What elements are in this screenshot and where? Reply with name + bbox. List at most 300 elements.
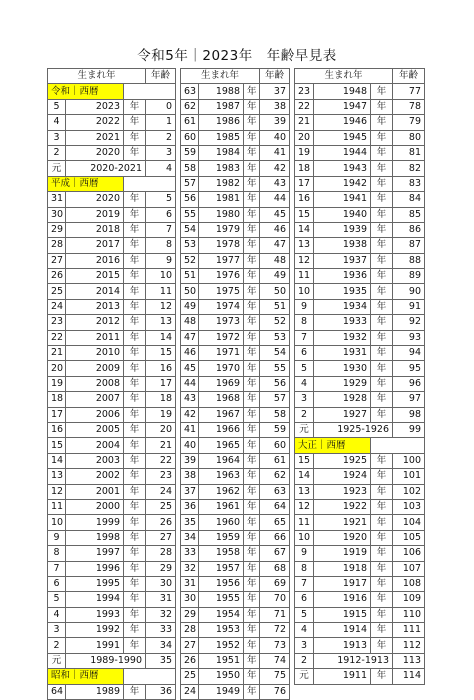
western-year: 1987 (199, 99, 244, 114)
wareki-year: 22 (295, 99, 314, 114)
age-value: 18 (146, 392, 176, 407)
western-year: 1928 (314, 392, 371, 407)
western-year: 2010 (66, 346, 124, 361)
wareki-year: 59 (181, 145, 199, 160)
wareki-year: 35 (181, 515, 199, 530)
year-suffix: 年 (371, 546, 393, 561)
year-suffix: 年 (244, 161, 260, 176)
western-year: 1982 (199, 176, 244, 191)
age-value: 4 (146, 161, 176, 176)
table-row (181, 222, 290, 237)
wareki-year: 3 (295, 638, 314, 653)
year-suffix: 年 (371, 222, 393, 237)
wareki-year: 19 (48, 376, 66, 391)
western-year: 1971 (199, 346, 244, 361)
western-year: 1933 (314, 315, 371, 330)
wareki-year: 14 (295, 469, 314, 484)
age-value: 53 (260, 330, 290, 345)
western-year: 1931 (314, 346, 371, 361)
western-year: 1940 (314, 207, 371, 222)
western-year: 1989 (66, 684, 124, 699)
western-year: 2013 (66, 299, 124, 314)
table-row (295, 361, 425, 376)
era-header-row (48, 84, 176, 99)
table-row (48, 422, 176, 437)
table-row (48, 530, 176, 545)
age-value: 49 (260, 269, 290, 284)
year-suffix: 年 (124, 484, 146, 499)
western-year: 2021 (66, 130, 124, 145)
wareki-year: 33 (181, 546, 199, 561)
year-suffix: 年 (244, 376, 260, 391)
wareki-year: 29 (48, 222, 66, 237)
table-row (181, 515, 290, 530)
table-row (48, 576, 176, 591)
table-row (295, 238, 425, 253)
table-row (48, 376, 176, 391)
age-value: 104 (393, 515, 425, 530)
western-year: 1958 (199, 546, 244, 561)
wareki-year: 48 (181, 315, 199, 330)
wareki-year: 11 (295, 269, 314, 284)
wareki-year: 57 (181, 176, 199, 191)
wareki-year: 19 (295, 145, 314, 160)
western-year: 1993 (66, 607, 124, 622)
western-year: 1973 (199, 315, 244, 330)
year-suffix: 年 (124, 546, 146, 561)
western-year: 1961 (199, 499, 244, 514)
western-year: 1994 (66, 592, 124, 607)
table-row (48, 253, 176, 268)
wareki-year: 6 (295, 592, 314, 607)
era-blank (371, 438, 425, 453)
western-year: 1992 (66, 623, 124, 638)
wareki-year: 15 (295, 207, 314, 222)
age-value: 110 (393, 607, 425, 622)
age-value: 31 (146, 592, 176, 607)
table-row (181, 315, 290, 330)
year-suffix: 年 (244, 422, 260, 437)
wareki-year: 18 (295, 161, 314, 176)
western-year: 1999 (66, 515, 124, 530)
wareki-year: 26 (181, 653, 199, 668)
age-value: 2 (146, 130, 176, 145)
wareki-year: 元 (295, 669, 314, 684)
wareki-year: 9 (295, 546, 314, 561)
wareki-year: 5 (295, 361, 314, 376)
year-suffix: 年 (371, 469, 393, 484)
western-year: 1920 (314, 530, 371, 545)
wareki-year: 11 (295, 515, 314, 530)
age-value: 108 (393, 576, 425, 591)
wareki-year: 元 (48, 161, 66, 176)
wareki-year: 16 (48, 422, 66, 437)
year-suffix: 年 (371, 638, 393, 653)
table-row (295, 576, 425, 591)
western-year: 1963 (199, 469, 244, 484)
western-year: 1957 (199, 561, 244, 576)
table-row (295, 392, 425, 407)
age-value: 79 (393, 115, 425, 130)
table-row (295, 499, 425, 514)
age-value: 83 (393, 176, 425, 191)
age-value: 29 (146, 561, 176, 576)
table-row (48, 115, 176, 130)
age-value: 85 (393, 207, 425, 222)
age-value: 80 (393, 130, 425, 145)
table-row (181, 653, 290, 668)
year-suffix: 年 (244, 330, 260, 345)
age-value: 78 (393, 99, 425, 114)
age-table-column-2 (180, 68, 290, 700)
western-year: 1942 (314, 176, 371, 191)
year-suffix: 年 (124, 499, 146, 514)
wareki-year: 43 (181, 392, 199, 407)
western-year: 1924 (314, 469, 371, 484)
year-suffix: 年 (371, 561, 393, 576)
age-value: 111 (393, 623, 425, 638)
age-value: 70 (260, 592, 290, 607)
age-value: 76 (260, 684, 290, 699)
western-year: 1945 (314, 130, 371, 145)
wareki-year: 28 (181, 623, 199, 638)
table-row (295, 269, 425, 284)
era-header-row (48, 176, 176, 191)
age-value: 30 (146, 576, 176, 591)
table-row (295, 592, 425, 607)
year-suffix: 年 (244, 130, 260, 145)
year-suffix: 年 (244, 546, 260, 561)
wareki-year: 14 (48, 453, 66, 468)
age-value: 86 (393, 222, 425, 237)
table-row (48, 284, 176, 299)
western-year: 1925 (314, 453, 371, 468)
year-suffix: 年 (124, 192, 146, 207)
table-row (48, 346, 176, 361)
wareki-year: 32 (181, 561, 199, 576)
year-suffix: 年 (124, 623, 146, 638)
table-row (48, 453, 176, 468)
wareki-year: 51 (181, 269, 199, 284)
wareki-year: 47 (181, 330, 199, 345)
wareki-year: 31 (181, 576, 199, 591)
table-row (295, 376, 425, 391)
age-value: 59 (260, 422, 290, 437)
year-suffix: 年 (124, 315, 146, 330)
age-value: 74 (260, 653, 290, 668)
age-value: 51 (260, 299, 290, 314)
age-value: 103 (393, 499, 425, 514)
western-year: 1960 (199, 515, 244, 530)
table-row (295, 299, 425, 314)
year-suffix: 年 (244, 392, 260, 407)
year-suffix: 年 (244, 207, 260, 222)
table-row (295, 638, 425, 653)
year-suffix: 年 (371, 253, 393, 268)
wareki-year: 8 (295, 315, 314, 330)
table-row (295, 530, 425, 545)
wareki-year: 4 (295, 623, 314, 638)
age-value: 68 (260, 561, 290, 576)
wareki-year: 13 (48, 469, 66, 484)
age-value: 62 (260, 469, 290, 484)
wareki-year: 5 (48, 592, 66, 607)
wareki-year: 15 (48, 438, 66, 453)
age-value: 28 (146, 546, 176, 561)
table-row (48, 592, 176, 607)
age-value: 33 (146, 623, 176, 638)
age-value: 1 (146, 115, 176, 130)
table-row (295, 84, 425, 99)
western-year: 1927 (314, 407, 371, 422)
age-value: 41 (260, 145, 290, 160)
western-year: 1959 (199, 530, 244, 545)
year-suffix: 年 (371, 115, 393, 130)
wareki-year: 10 (295, 284, 314, 299)
table-row (181, 499, 290, 514)
western-year: 1930 (314, 361, 371, 376)
table-row (48, 392, 176, 407)
age-value: 90 (393, 284, 425, 299)
year-suffix: 年 (244, 561, 260, 576)
western-year: 1935 (314, 284, 371, 299)
age-value: 60 (260, 438, 290, 453)
table-row (295, 561, 425, 576)
year-suffix: 年 (124, 530, 146, 545)
year-suffix: 年 (371, 330, 393, 345)
wareki-year: 58 (181, 161, 199, 176)
table-row (48, 299, 176, 314)
table-row (295, 330, 425, 345)
year-suffix: 年 (124, 253, 146, 268)
age-value: 45 (260, 207, 290, 222)
western-year: 1983 (199, 161, 244, 176)
western-year: 1941 (314, 192, 371, 207)
western-year: 1947 (314, 99, 371, 114)
age-value: 5 (146, 192, 176, 207)
year-suffix: 年 (124, 145, 146, 160)
wareki-year: 27 (181, 638, 199, 653)
wareki-year: 25 (48, 284, 66, 299)
table-row (181, 346, 290, 361)
year-suffix: 年 (124, 346, 146, 361)
table-row (48, 469, 176, 484)
table-row (48, 684, 176, 699)
wareki-year: 26 (48, 269, 66, 284)
table-row (48, 99, 176, 114)
wareki-year: 5 (295, 607, 314, 622)
western-year: 1956 (199, 576, 244, 591)
table-row (295, 546, 425, 561)
era-header-row (48, 669, 176, 684)
wareki-year: 4 (48, 607, 66, 622)
age-value: 19 (146, 407, 176, 422)
table-row (295, 407, 425, 422)
age-table-column-1 (47, 68, 176, 700)
year-suffix: 年 (244, 669, 260, 684)
year-suffix: 年 (244, 653, 260, 668)
western-year: 1974 (199, 299, 244, 314)
table-header (295, 69, 425, 84)
header-age: 年齢 (393, 69, 425, 84)
table-row (295, 669, 425, 684)
age-value: 97 (393, 392, 425, 407)
table-row (48, 145, 176, 160)
table-row (48, 561, 176, 576)
era-label: 令和｜西暦 (48, 84, 124, 99)
western-year: 1929 (314, 376, 371, 391)
wareki-year: 28 (48, 238, 66, 253)
year-suffix: 年 (244, 453, 260, 468)
age-value: 75 (260, 669, 290, 684)
western-year: 1918 (314, 561, 371, 576)
age-value: 93 (393, 330, 425, 345)
age-value: 102 (393, 484, 425, 499)
year-suffix: 年 (371, 515, 393, 530)
wareki-year: 2 (48, 145, 66, 160)
age-value: 96 (393, 376, 425, 391)
wareki-year: 9 (48, 530, 66, 545)
table-row (295, 453, 425, 468)
age-value: 0 (146, 99, 176, 114)
year-suffix: 年 (371, 392, 393, 407)
table-row (181, 253, 290, 268)
year-suffix: 年 (124, 422, 146, 437)
table-row (181, 84, 290, 99)
wareki-year: 30 (181, 592, 199, 607)
western-year: 1981 (199, 192, 244, 207)
age-value: 10 (146, 269, 176, 284)
western-year: 1977 (199, 253, 244, 268)
year-suffix: 年 (124, 115, 146, 130)
western-year: 1996 (66, 561, 124, 576)
year-suffix: 年 (371, 130, 393, 145)
table-row (181, 176, 290, 191)
western-year: 1938 (314, 238, 371, 253)
age-value: 63 (260, 484, 290, 499)
year-suffix: 年 (371, 207, 393, 222)
wareki-year: 25 (181, 669, 199, 684)
table-row (295, 653, 425, 668)
age-value: 8 (146, 238, 176, 253)
age-value: 55 (260, 361, 290, 376)
table-row (181, 530, 290, 545)
western-year: 1978 (199, 238, 244, 253)
western-year: 2012 (66, 315, 124, 330)
wareki-year: 10 (48, 515, 66, 530)
wareki-year: 61 (181, 115, 199, 130)
year-suffix: 年 (244, 684, 260, 699)
age-value: 24 (146, 484, 176, 499)
year-suffix: 年 (124, 284, 146, 299)
age-value: 17 (146, 376, 176, 391)
table-row (295, 315, 425, 330)
age-value: 87 (393, 238, 425, 253)
wareki-year: 42 (181, 407, 199, 422)
western-year: 2020 (66, 145, 124, 160)
age-value: 27 (146, 530, 176, 545)
western-year: 2004 (66, 438, 124, 453)
era-header-row (295, 438, 425, 453)
table-row (181, 407, 290, 422)
wareki-year: 7 (48, 561, 66, 576)
table-row (48, 130, 176, 145)
year-suffix: 年 (124, 207, 146, 222)
year-suffix: 年 (371, 346, 393, 361)
year-suffix: 年 (124, 299, 146, 314)
western-year: 1955 (199, 592, 244, 607)
western-year: 1936 (314, 269, 371, 284)
age-value: 81 (393, 145, 425, 160)
era-label: 大正｜西暦 (295, 438, 371, 453)
table-row (181, 669, 290, 684)
western-year: 1991 (66, 638, 124, 653)
wareki-year: 3 (48, 623, 66, 638)
year-suffix: 年 (244, 269, 260, 284)
age-value: 77 (393, 84, 425, 99)
table-row (181, 561, 290, 576)
wareki-year: 18 (48, 392, 66, 407)
wareki-year: 14 (295, 222, 314, 237)
age-value: 57 (260, 392, 290, 407)
wareki-year: 29 (181, 607, 199, 622)
year-suffix: 年 (244, 145, 260, 160)
western-year: 2022 (66, 115, 124, 130)
wareki-year: 38 (181, 469, 199, 484)
table-row (48, 330, 176, 345)
year-suffix: 年 (124, 269, 146, 284)
year-suffix: 年 (124, 407, 146, 422)
western-year: 2008 (66, 376, 124, 391)
header-birth-year: 生まれ年 (48, 69, 146, 84)
year-suffix: 年 (371, 623, 393, 638)
wareki-year: 22 (48, 330, 66, 345)
age-value: 25 (146, 499, 176, 514)
wareki-year: 5 (48, 99, 66, 114)
wareki-year: 6 (48, 576, 66, 591)
western-year: 2001 (66, 484, 124, 499)
western-year: 1965 (199, 438, 244, 453)
year-suffix: 年 (244, 315, 260, 330)
age-value: 101 (393, 469, 425, 484)
year-suffix: 年 (244, 222, 260, 237)
age-value: 61 (260, 453, 290, 468)
table-row (48, 607, 176, 622)
age-value: 67 (260, 546, 290, 561)
wareki-year: 64 (48, 684, 66, 699)
age-value: 36 (146, 684, 176, 699)
wareki-year: 24 (48, 299, 66, 314)
wareki-year: 39 (181, 453, 199, 468)
table-row (181, 145, 290, 160)
table-row (295, 222, 425, 237)
year-suffix: 年 (371, 453, 393, 468)
wareki-year: 11 (48, 499, 66, 514)
table-row (48, 546, 176, 561)
western-year: 1980 (199, 207, 244, 222)
year-suffix: 年 (124, 469, 146, 484)
wareki-year: 23 (48, 315, 66, 330)
table-row (295, 607, 425, 622)
age-value: 82 (393, 161, 425, 176)
wareki-year: 2 (48, 638, 66, 653)
age-value: 112 (393, 638, 425, 653)
western-year: 1972 (199, 330, 244, 345)
western-year: 1969 (199, 376, 244, 391)
year-suffix: 年 (371, 407, 393, 422)
wareki-year: 元 (48, 653, 66, 668)
western-year: 1919 (314, 546, 371, 561)
